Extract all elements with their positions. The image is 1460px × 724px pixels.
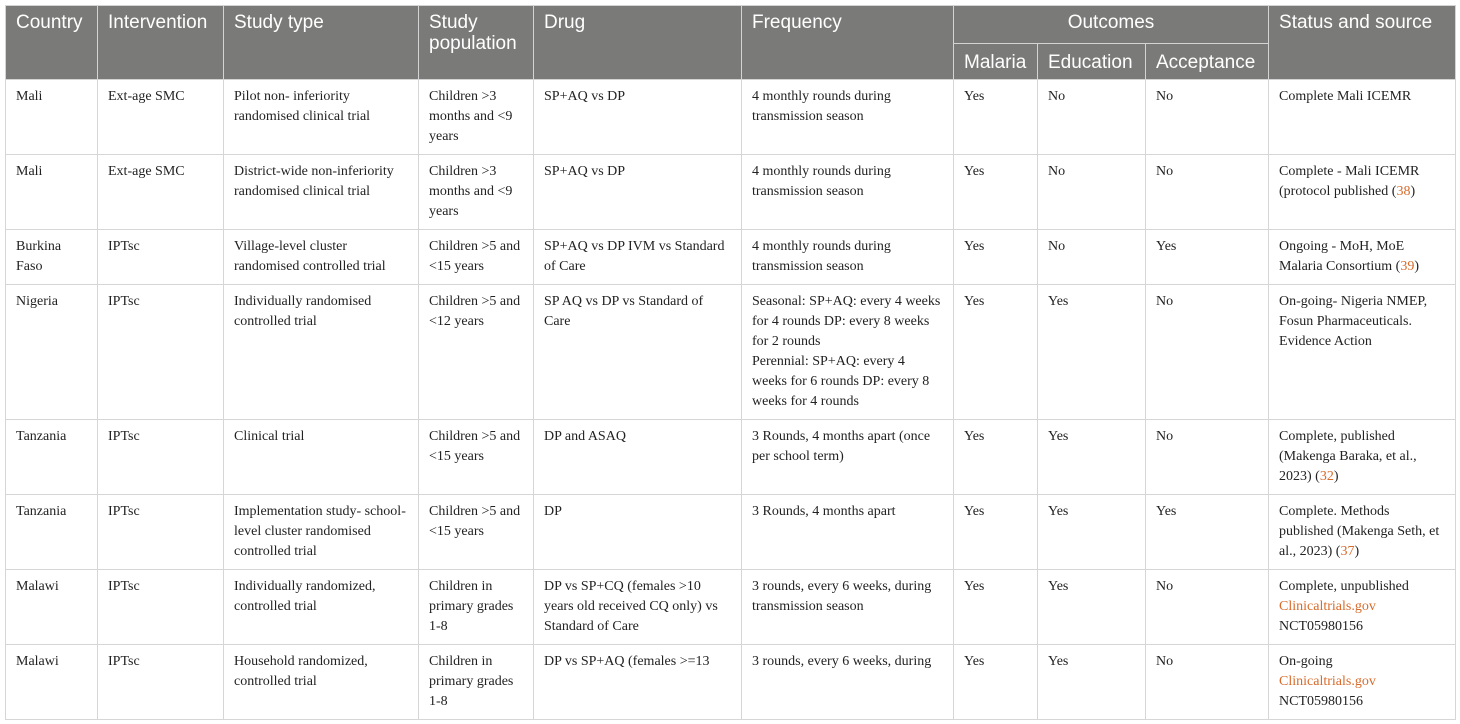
cell-malaria: Yes <box>954 570 1038 645</box>
cell-country: Tanzania <box>6 495 98 570</box>
cell-intervention: Ext-age SMC <box>98 80 224 155</box>
cell-drug: DP <box>534 495 742 570</box>
cell-population: Children >3 months and <9 years <box>419 80 534 155</box>
cell-population: Children >5 and <15 years <box>419 420 534 495</box>
table-row <box>6 230 1456 285</box>
cell-intervention: IPTsc <box>98 645 224 720</box>
cell-status <box>1269 645 1456 720</box>
cell-acceptance: Yes <box>1146 495 1269 570</box>
cell-status <box>1269 495 1456 570</box>
cell-education: No <box>1038 80 1146 155</box>
cell-population: Children >5 and <12 years <box>419 285 534 420</box>
cell-frequency: 4 monthly rounds during transmission season <box>742 155 954 230</box>
cell-acceptance: No <box>1146 570 1269 645</box>
cell-population: Children >3 months and <9 years <box>419 155 534 230</box>
cell-study-type: Individually randomized, controlled trial <box>224 570 419 645</box>
cell-frequency: 3 Rounds, 4 months apart (once per school term) <box>742 420 954 495</box>
header-education: Education <box>1038 44 1146 80</box>
cell-drug: SP+AQ vs DP <box>534 155 742 230</box>
cell-acceptance: No <box>1146 285 1269 420</box>
cell-population: Children >5 and <15 years <box>419 230 534 285</box>
header-outcomes: Outcomes <box>954 6 1269 44</box>
cell-malaria: Yes <box>954 155 1038 230</box>
cell-status: On-going- Nigeria NMEP, Fosun Pharmaceuticals. Evidence Action <box>1269 285 1456 420</box>
header-frequency: Frequency <box>742 6 954 80</box>
cell-drug: DP vs SP+AQ (females >=13 <box>534 645 742 720</box>
clinicaltrials-link[interactable]: Clinicaltrials.gov <box>1279 674 1376 689</box>
frequency-seasonal: Seasonal: SP+AQ: every 4 weeks for 4 rounds DP: every 8 weeks for 2 rounds <box>752 294 941 349</box>
header-drug: Drug <box>534 6 742 80</box>
cell-frequency: 3 Rounds, 4 months apart <box>742 495 954 570</box>
cell-frequency: 3 rounds, every 6 weeks, during <box>742 645 954 720</box>
cell-study-type: Individually randomised controlled trial <box>224 285 419 420</box>
cell-acceptance: No <box>1146 645 1269 720</box>
header-acceptance: Acceptance <box>1146 44 1269 80</box>
cell-malaria: Yes <box>954 285 1038 420</box>
status-end: ) <box>1410 184 1416 199</box>
citation-link[interactable]: 32 <box>1319 469 1334 484</box>
cell-study-type: Clinical trial <box>224 420 419 495</box>
status-end: ) <box>1354 544 1360 559</box>
cell-education: Yes <box>1038 570 1146 645</box>
status-end: ) <box>1414 259 1419 274</box>
cell-intervention: IPTsc <box>98 495 224 570</box>
cell-population: Children >5 and <15 years <box>419 495 534 570</box>
cell-drug: DP and ASAQ <box>534 420 742 495</box>
table-row <box>6 285 1456 420</box>
header-status: Status and source <box>1269 6 1456 80</box>
cell-country: Malawi <box>6 570 98 645</box>
cell-country: Nigeria <box>6 285 98 420</box>
table-row <box>6 155 1456 230</box>
cell-education: No <box>1038 155 1146 230</box>
cell-status <box>1269 420 1456 495</box>
cell-study-type: Implementation study- school- level cluster randomised controlled trial <box>224 495 419 570</box>
cell-acceptance: Yes <box>1146 230 1269 285</box>
cell-malaria: Yes <box>954 645 1038 720</box>
cell-status <box>1269 155 1456 230</box>
cell-frequency: 4 monthly rounds during transmission season <box>742 80 954 155</box>
table-row <box>6 495 1456 570</box>
cell-study-type: Village-level cluster randomised controlled trial <box>224 230 419 285</box>
cell-frequency <box>742 285 954 420</box>
status-text: Complete, published (Makenga Baraka, et al., 2023) ( <box>1279 429 1417 484</box>
status-text: On-going <box>1279 654 1333 669</box>
cell-frequency: 4 monthly rounds during transmission season <box>742 230 954 285</box>
citation-link[interactable]: 38 <box>1396 184 1411 199</box>
cell-population: Children in primary grades 1-8 <box>419 570 534 645</box>
cell-study-type: District-wide non-inferiority randomised clinical trial <box>224 155 419 230</box>
cell-malaria: Yes <box>954 495 1038 570</box>
cell-acceptance: No <box>1146 155 1269 230</box>
cell-education: Yes <box>1038 420 1146 495</box>
cell-education: Yes <box>1038 495 1146 570</box>
cell-study-type: Pilot non- inferiority randomised clinical trial <box>224 80 419 155</box>
header-intervention: Intervention <box>98 6 224 80</box>
cell-intervention: Ext-age SMC <box>98 155 224 230</box>
table-row <box>6 420 1456 495</box>
table-row <box>6 645 1456 720</box>
header-study-type: Study type <box>224 6 419 80</box>
cell-status <box>1269 570 1456 645</box>
table-header <box>6 6 1456 80</box>
cell-drug: DP vs SP+CQ (females >10 years old received CQ only) vs Standard of Care <box>534 570 742 645</box>
cell-malaria: Yes <box>954 230 1038 285</box>
status-text: Complete - Mali ICEMR (protocol published ( <box>1279 164 1420 199</box>
citation-link[interactable]: 39 <box>1400 259 1415 274</box>
cell-status: Complete Mali ICEMR <box>1269 80 1456 155</box>
header-study-population: Study population <box>419 6 534 80</box>
cell-intervention: IPTsc <box>98 285 224 420</box>
cell-education: Yes <box>1038 285 1146 420</box>
cell-education: No <box>1038 230 1146 285</box>
citation-link[interactable]: 37 <box>1340 544 1355 559</box>
cell-drug: SP AQ vs DP vs Standard of Care <box>534 285 742 420</box>
table-row <box>6 570 1456 645</box>
cell-drug: SP+AQ vs DP <box>534 80 742 155</box>
clinicaltrials-link[interactable]: Clinicaltrials.gov <box>1279 599 1376 614</box>
table-body <box>6 80 1456 720</box>
nct-number: NCT05980156 <box>1279 694 1364 709</box>
cell-intervention: IPTsc <box>98 230 224 285</box>
cell-acceptance: No <box>1146 80 1269 155</box>
cell-country: Mali <box>6 80 98 155</box>
cell-drug: SP+AQ vs DP IVM vs Standard of Care <box>534 230 742 285</box>
cell-country: Tanzania <box>6 420 98 495</box>
cell-intervention: IPTsc <box>98 570 224 645</box>
cell-malaria: Yes <box>954 80 1038 155</box>
status-text: Ongoing - MoH, MoE Malaria Consortium ( <box>1279 239 1405 274</box>
header-country: Country <box>6 6 98 80</box>
cell-education: Yes <box>1038 645 1146 720</box>
header-malaria: Malaria <box>954 44 1038 80</box>
cell-status <box>1269 230 1456 285</box>
cell-country: Burkina Faso <box>6 230 98 285</box>
nct-number: NCT05980156 <box>1279 619 1364 634</box>
status-text: Complete, unpublished <box>1279 579 1409 594</box>
cell-frequency: 3 rounds, every 6 weeks, during transmission season <box>742 570 954 645</box>
cell-country: Malawi <box>6 645 98 720</box>
cell-acceptance: No <box>1146 420 1269 495</box>
cell-malaria: Yes <box>954 420 1038 495</box>
frequency-perennial: Perennial: SP+AQ: every 4 weeks for 6 rounds DP: every 8 weeks for 4 rounds <box>752 354 930 409</box>
table-row <box>6 80 1456 155</box>
studies-table <box>5 5 1456 720</box>
status-end: ) <box>1333 469 1339 484</box>
cell-population: Children in primary grades 1-8 <box>419 645 534 720</box>
cell-study-type: Household randomized, controlled trial <box>224 645 419 720</box>
cell-country: Mali <box>6 155 98 230</box>
cell-intervention: IPTsc <box>98 420 224 495</box>
status-text: Complete. Methods published (Makenga Seth, et al., 2023) ( <box>1279 504 1440 559</box>
